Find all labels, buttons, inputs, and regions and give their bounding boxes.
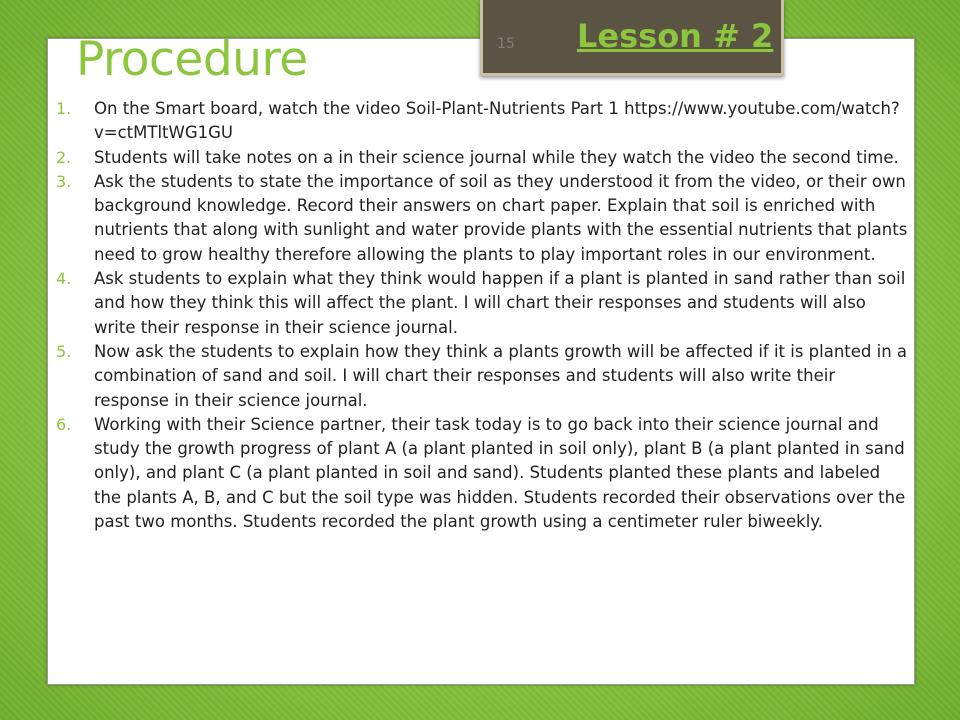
procedure-step (56, 97, 912, 146)
step-text: Now ask the students to explain how they think a plants growth will be affected if it is planted in a combination of sand and soil. I will chart their responses and students will also write their response in their science journal. (94, 341, 908, 410)
procedure-step (56, 170, 912, 267)
step-number: 1. (56, 99, 72, 118)
step-number: 2. (56, 147, 72, 167)
step-text: On the Smart board, watch the video Soil-Plant-Nutrients Part 1 https://www.youtube.com/watch?v=ctMTltWG1GU (94, 99, 900, 143)
step-number: 3. (56, 171, 72, 191)
slide-title: Procedure (76, 32, 308, 87)
page-number: 15 (497, 36, 515, 52)
procedure-step (56, 413, 912, 534)
step-number: 6. (56, 414, 72, 434)
step-number: 4. (56, 269, 72, 289)
lesson-link[interactable]: Lesson # 2 (577, 17, 774, 55)
procedure-list (56, 97, 912, 534)
step-number: 5. (56, 341, 72, 361)
step-text: Students will take notes on a in their science journal while they watch the video the second time. (94, 147, 899, 167)
step-text: Working with their Science partner, their task today is to go back into their science journal and study the growth progress of plant A (a plant planted in soil only), plant B (a plant planted in sand only), and plant C (a plant planted in soil and sand). Students planted these plants and labeled the plants A, B, and C but the soil type was hidden. Students recorded their observations over the past two months. Students recorded the plant growth using a centimeter ruler biweekly. (94, 414, 906, 532)
procedure-step (56, 267, 912, 340)
procedure-step (56, 146, 912, 170)
step-text: Ask the students to state the importance of soil as they understood it from the video, or their own background knowledge. Record their answers on chart paper. Explain that soil is enriched with nutrients that along with sunlight and water provide plants with the essential nutrients that plants need to grow healthy therefore allowing the plants to play important roles in our environment. (94, 171, 908, 264)
procedure-step (56, 340, 912, 413)
step-text: Ask students to explain what they think would happen if a plant is planted in sand rather than soil and how they think this will affect the plant. I will chart their responses and students will also write their response in their science journal. (94, 269, 906, 337)
